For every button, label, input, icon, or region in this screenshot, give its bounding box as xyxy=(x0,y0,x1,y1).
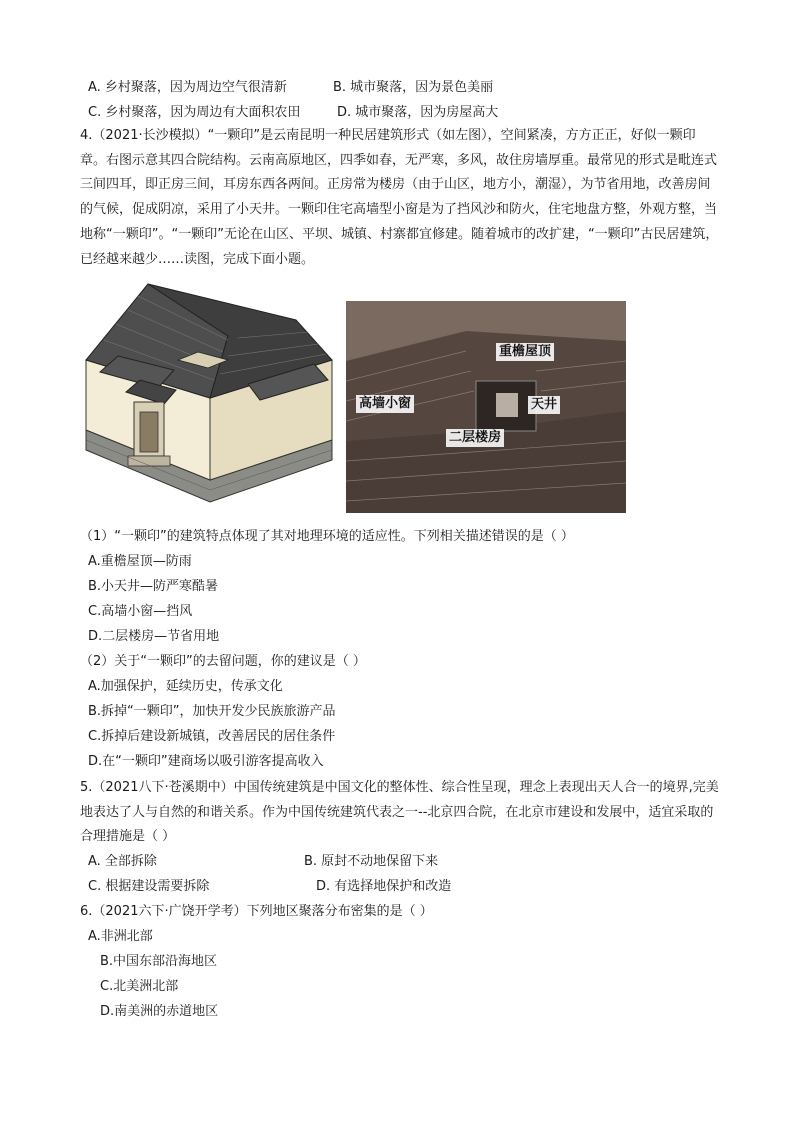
courtyard-photo xyxy=(346,301,626,513)
q5-option-b: B. 原封不动地保留下来 xyxy=(304,854,439,869)
label-eaves: 重檐屋顶 xyxy=(496,343,554,361)
q4-stem: 4.（2021·长沙模拟）“一颗印”是云南昆明一种民居建筑形式（如左图），空间紧凑，方方正正，好似一颗印章。右图示意其四合院结构。云南高原地区，四季如春，无严寒，多风，故住房墙厚重。最常见的形式是毗连式三间四耳，即正房三间，耳房东西各两间。正房常为楼房（由于山区，地方小，潮湿），为节省用地，改善房间的气候，促成阴凉，采用了小天井。一颗印住宅高墙型小窗是为了挡风沙和防火，住宅地盘方整，外观方整，当地称“一颗印”。“一颗印”无论在山区、平坝、城镇、村寨都宜修建。随着城市的改扩建，“一颗印”古民居建筑，已经越来越少……读图，完成下面小题。 xyxy=(80,128,719,267)
q6-option-a: A.非洲北部 xyxy=(88,929,153,944)
q4-sub2-option-b: B.拆掉“一颗印”，加快开发少民族旅游产品 xyxy=(88,704,336,719)
q4-sub1-option-b: B.小天井—防严寒酷暑 xyxy=(88,579,219,594)
label-window: 高墙小窗 xyxy=(356,395,414,413)
label-courtyard: 天井 xyxy=(528,396,560,414)
house-drawing xyxy=(78,280,340,508)
q4-sub1-stem: （1）“一颗印”的建筑特点体现了其对地理环境的适应性。下列相关描述错误的是（ ） xyxy=(80,529,574,544)
q6-stem: 6.（2021六下·广饶开学考）下列地区聚落分布密集的是（ ） xyxy=(80,904,433,919)
q5-option-d: D. 有选择地保护和改造 xyxy=(316,879,452,894)
q6-option-b: B.中国东部沿海地区 xyxy=(100,954,218,969)
q4-sub2-stem: （2）关于“一颗印”的去留问题，你的建议是（ ） xyxy=(80,654,366,669)
q3-option-c: C. 乡村聚落，因为周边有大面积农田 xyxy=(88,105,301,120)
q4-sub1-option-c: C.高墙小窗—挡风 xyxy=(88,604,193,619)
q6-option-d: D.南美洲的赤道地区 xyxy=(100,1004,219,1019)
q4-sub2-option-a: A.加强保护，延续历史，传承文化 xyxy=(88,679,283,694)
q5-stem: 5.（2021八下·苍溪期中）中国传统建筑是中国文化的整体性、综合性呈现，理念上表现出天人合一的境界,完美地表达了人与自然的和谐关系。作为中国传统建筑代表之一--北京四合院，在北京市建设和发展中，适宜采取的合理措施是（ ） xyxy=(80,780,719,845)
q4-sub2-option-c: C.拆掉后建设新城镇，改善居民的居住条件 xyxy=(88,729,336,744)
label-floor: 二层楼房 xyxy=(446,429,504,447)
q3-option-a: A. 乡村聚落，因为周边空气很清新 xyxy=(88,80,287,95)
q3-option-b: B. 城市聚落，因为景色美丽 xyxy=(333,80,494,95)
q6-option-c: C.北美洲北部 xyxy=(100,979,179,994)
q4-sub1-option-a: A.重檐屋顶—防雨 xyxy=(88,554,192,569)
q4-sub2-option-d: D.在“一颗印”建商场以吸引游客提高收入 xyxy=(88,754,324,769)
q4-sub1-option-d: D.二层楼房—节省用地 xyxy=(88,629,220,644)
q5-option-a: A. 全部拆除 xyxy=(88,854,157,869)
q3-option-d: D. 城市聚落，因为房屋高大 xyxy=(337,105,499,120)
q5-option-c: C. 根据建设需要拆除 xyxy=(88,879,210,894)
